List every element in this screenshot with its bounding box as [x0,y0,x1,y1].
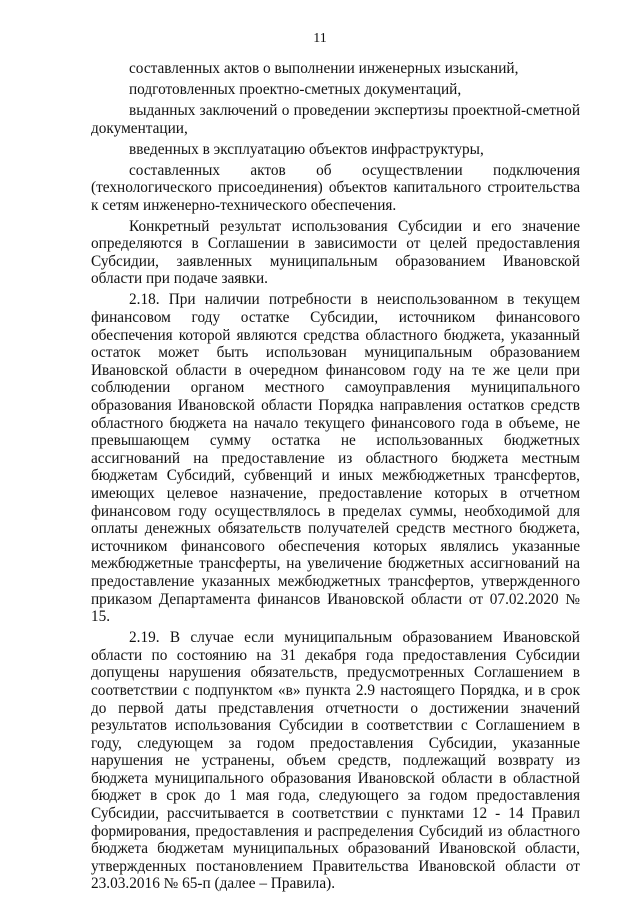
paragraph-infrastructure-commissioned: введенных в эксплуатацию объектов инфраструктуры, [129,140,484,158]
paragraph-connection-acts: составленных актов об осуществлении подключения (технологического присоединения) объектов капитального строительства к сетям инженерно-технического обеспечения. [91,161,580,214]
paragraph-expertise-conclusions: выданных заключений о проведении экспертизы проектной-сметной документации, [91,101,580,137]
paragraph-subsidy-result: Конкретный результат использования Субсидии и его значение определяются в Соглашении в зависимости от целей предоставления Субсидии, заявленных муниципальным образованием Ивановской области при подаче заявки. [91,217,580,288]
page-number: 11 [313,31,327,46]
paragraph-2-19: 2.19. В случае если муниципальным образованием Ивановской области по состоянию на 31 декабря года предоставления Субсидии допущены нарушения обязательств, предусмотренных Соглашением в соответствии с подпунктом «в» пункта 2.9 настоящего Порядка, и в срок до первой даты представления отчетности о достижении значений результатов использования Субсидии в соответствии с Соглашением в году, следующем за годом предоставления Субсидии, указанные нарушения не устранены, объем средств, подлежащий возврату из бюджета муниципального образования Ивановской области в областной бюджет в срок до 1 мая года, следующего за годом предоставления Субсидии, рассчитывается в соответствии с пунктами 12 - 14 Правил формирования, предоставления и распределения Субсидий из областного бюджета бюджетам муниципальных образований Ивановской области, утвержденных постановлением Правительства Ивановской области от 23.03.2016 № 65-п (далее – Правила). [91,629,580,893]
paragraph-design-estimate-docs: подготовленных проектно-сметных документаций, [129,80,462,98]
paragraph-2-18: 2.18. При наличии потребности в неиспользованном в текущем финансовом году остатке Субсидии, источником финансового обеспечения которой являются средства областного бюджета, указанный остаток может быть использован муниципальным образованием Ивановской области в очередном финансовом году на те же цели при соблюдении органом местного самоуправления муниципального образования Ивановской области Порядка направления остатков средств областного бюджета на начало текущего финансового года в объеме, не превышающем сумму остатка не использованных бюджетных ассигнований на предоставление из областного бюджета местным бюджетам Субсидий, субвенций и иных межбюджетных трансфертов, имеющих целевое назначение, предоставление которых в отчетном финансовом году осуществлялось в пределах суммы, необходимой для оплаты денежных обязательств получателей средств местного бюджета, источником финансового обеспечения которых являлись указанные межбюджетные трансферты, на увеличение бюджетных ассигнований на предоставление указанных межбюджетных трансфертов, утвержденного приказом Департамента финансов Ивановской области от 07.02.2020 № 15. [91,291,580,626]
paragraph-engineering-surveys-acts: составленных актов о выполнении инженерных изысканий, [129,60,519,77]
document-body [91,60,580,893]
